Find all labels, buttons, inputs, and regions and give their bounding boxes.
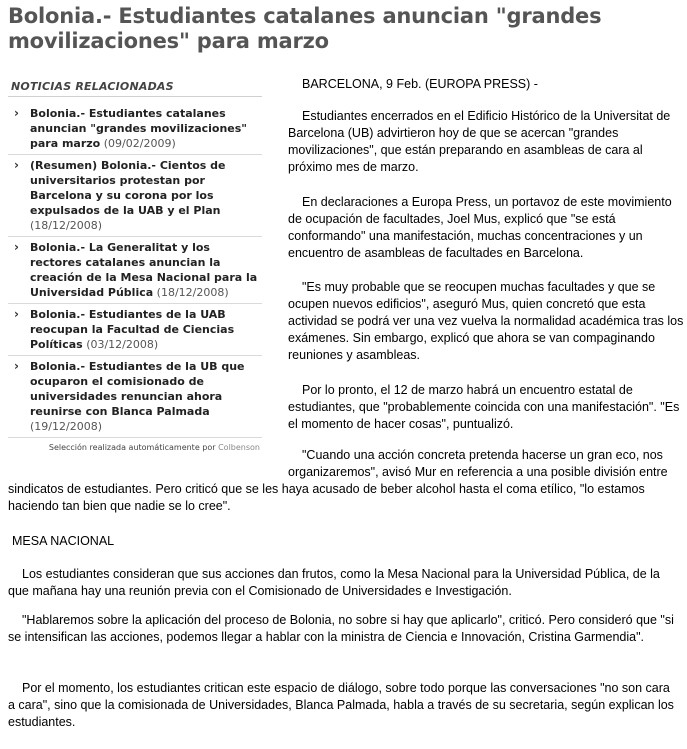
related-item-date: (18/12/2008) [30, 219, 102, 232]
chevron-right-icon: › [14, 240, 19, 254]
related-news-box [8, 80, 262, 452]
paragraph: "Cuando una acción concreta pretenda hacerse un gran eco, nos organizaremos", avisó Mur en referencia a una posible división entre [288, 448, 668, 479]
related-item-date: (09/02/2009) [103, 137, 176, 150]
related-item[interactable] [8, 304, 262, 356]
related-news-heading: NOTICIAS RELACIONADAS [8, 80, 262, 97]
dateline: BARCELONA, 9 Feb. (EUROPA PRESS) - [302, 77, 538, 91]
attribution-brand[interactable]: Colbenson [218, 443, 260, 452]
chevron-right-icon: › [14, 307, 19, 321]
related-item-date: (18/12/2008) [156, 286, 229, 299]
related-item[interactable] [8, 155, 262, 237]
related-item-title[interactable]: Bolonia.- Estudiantes de la UB que ocuparon el comisionado de universidades renuncian ahora reunirse con Blanca Palmada [30, 360, 245, 418]
related-item[interactable] [8, 103, 262, 155]
related-item[interactable] [8, 356, 262, 438]
related-item-date: (03/12/2008) [86, 338, 159, 351]
related-item-date: (19/12/2008) [30, 420, 102, 433]
chevron-right-icon: › [14, 158, 19, 172]
paragraph: En declaraciones a Europa Press, un portavoz de este movimiento de ocupación de facultades, Joel Mus, explicó que "se está conformando" una manifestación, muchas concentraciones y un encuentro de asambleas de facultades en Barcelona. [288, 195, 672, 260]
paragraph: "Es muy probable que se reocupen muchas facultades y que se ocupen nuevos edificios", aseguró Mus, quien concretó que esta actividad se podrá ver una vez vuelva la normalidad académica tras los exámenes. Sin embargo, explicó que ahora se van compaginando reuniones y asambleas. [288, 280, 684, 362]
paragraph: Por el momento, los estudiantes critican este espacio de diálogo, sobre todo porque las conversaciones "no son cara a cara", sino que la comisionada de Universidades, Blanca Palmada, habla a través de su secretaria, según explican los estudiantes. [8, 681, 674, 729]
attribution [8, 438, 262, 452]
paragraph: Los estudiantes consideran que sus acciones dan frutos, como la Mesa Nacional para la Universidad Pública, de la que mañana hay una reunión previa con el Comisionado de Universidades e Investigación. [8, 567, 660, 598]
paragraph: "Hablaremos sobre la aplicación del proceso de Bolonia, no sobre si hay que aplicarlo", criticó. Pero consideró que "si se intensifican las acciones, podemos llegar a hablar con la ministra de Ciencia e Innovación, Cristina Garmendia". [8, 613, 674, 644]
related-item-title[interactable]: Bolonia.- La Generalitat y los rectores catalanes anuncian la creación de la Mesa Nacional para la Universidad Pública [30, 241, 258, 299]
chevron-right-icon: › [14, 106, 19, 120]
paragraph-continuation: sindicatos de estudiantes. Pero criticó que se les haya acusado de beber alcohol hasta el coma etílico, "lo estamos haciendo tan bien que nadie se lo cree". [8, 482, 645, 513]
chevron-right-icon: › [14, 359, 19, 373]
related-item[interactable] [8, 237, 262, 304]
headline: Bolonia.- Estudiantes catalanes anuncian "grandes movilizaciones" para marzo [8, 4, 602, 53]
related-item-title[interactable]: (Resumen) Bolonia.- Cientos de universitarios protestan por Barcelona y su corona por los expulsados de la UAB y el Plan [30, 159, 226, 217]
section-heading: MESA NACIONAL [12, 534, 115, 548]
attribution-text: Selección realizada automáticamente por [48, 443, 216, 452]
paragraph: Por lo pronto, el 12 de marzo habrá un encuentro estatal de estudiantes, que "probablemente coincida con una manifestación". "Es el momento de hacer cosas", puntualizó. [288, 383, 680, 431]
related-item-title[interactable]: Bolonia.- Estudiantes catalanes anuncian "grandes movilizaciones" para marzo [30, 107, 248, 150]
paragraph: Estudiantes encerrados en el Edificio Histórico de la Universitat de Barcelona (UB) advirtieron hoy de que se acercan "grandes movilizaciones", que están preparando en asambleas de cara al próximo mes de marzo. [288, 109, 671, 174]
related-item-title[interactable]: Bolonia.- Estudiantes de la UAB reocupan la Facultad de Ciencias Políticas [30, 308, 235, 351]
